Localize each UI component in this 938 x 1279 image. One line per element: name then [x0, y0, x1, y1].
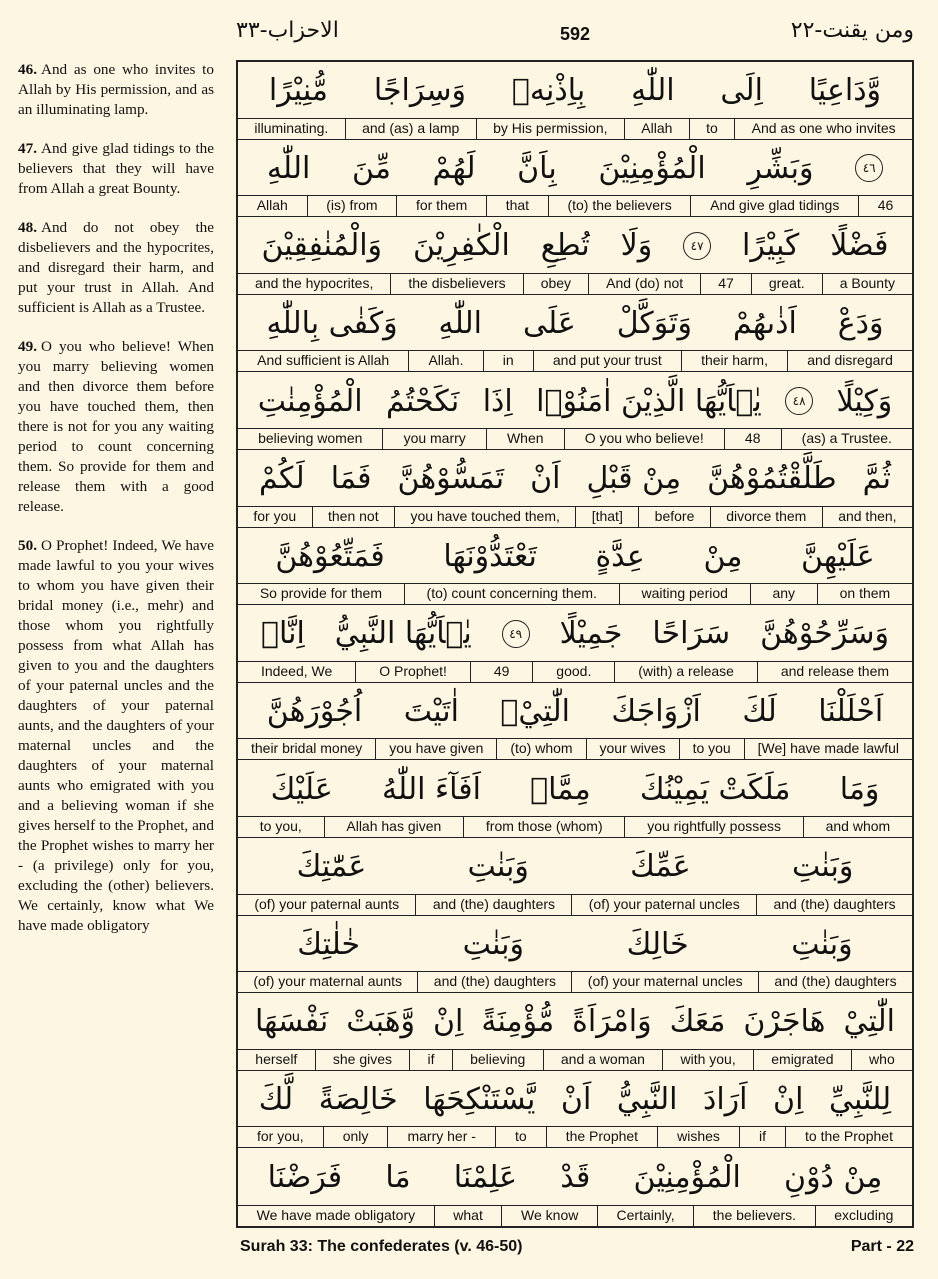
gloss-line — [238, 971, 912, 992]
gloss-cell: you marry — [382, 429, 485, 449]
grid-row — [238, 140, 912, 218]
arabic-word: لَهُمْ — [432, 150, 476, 186]
gloss-cell: [that] — [575, 507, 638, 527]
gloss-cell: Certainly, — [597, 1206, 693, 1226]
gloss-line — [238, 1049, 912, 1070]
gloss-cell: We know — [501, 1206, 597, 1226]
gloss-cell: and then, — [822, 507, 912, 527]
gloss-cell: any — [750, 584, 817, 604]
grid-row — [238, 528, 912, 606]
arabic-word: خَالِصَةً — [318, 1082, 398, 1118]
gloss-cell: O you who believe! — [564, 429, 724, 449]
gloss-cell: (of) your paternal aunts — [254, 895, 400, 912]
gloss-cell: [We] have made lawful — [744, 739, 912, 759]
gloss-line — [238, 1126, 912, 1147]
arabic-word: مَلَكَتْ يَمِيْنُكَ — [639, 771, 791, 807]
arabic-word: اِنْ — [433, 1004, 464, 1040]
gloss-cell: (with) a release — [614, 662, 757, 682]
gloss-cell: And (do) not — [588, 274, 700, 294]
grid-row — [238, 450, 912, 528]
arabic-word: الْمُؤْمِنٰتِ — [257, 383, 363, 419]
grid-row — [238, 683, 912, 761]
gloss-line — [238, 118, 912, 139]
gloss-cell: obey — [523, 274, 588, 294]
arabic-line — [238, 993, 912, 1051]
gloss-cell: on them — [817, 584, 912, 604]
gloss-line — [238, 1205, 912, 1226]
gloss-cell: the disbelievers — [390, 274, 522, 294]
gloss-cell: in — [483, 351, 533, 371]
gloss-cell: When — [486, 429, 564, 449]
gloss-cell: that — [486, 196, 548, 216]
arabic-word: النَّبِيُّ — [616, 1082, 678, 1118]
arabic-word: جَمِيْلًا — [559, 616, 623, 652]
arabic-word: وَكَفٰى بِاللّٰهِ — [266, 306, 398, 342]
arabic-word: تُطِعِ — [540, 228, 590, 264]
arabic-word: اِنْ — [773, 1082, 804, 1118]
gloss-cell: and release them — [757, 662, 912, 682]
arabic-word: كَبِيْرًا — [742, 228, 800, 264]
arabic-word: اَنْ — [530, 461, 561, 497]
arabic-word: مِّنَ — [351, 150, 391, 186]
verse-end-marker: ٤٩ — [502, 620, 530, 648]
gloss-cell: 49 — [470, 662, 532, 682]
gloss-cell: And give glad tidings — [690, 196, 858, 216]
verse-text: And give glad tidings to the believers that they will have from Allah a great Bounty. — [18, 140, 214, 197]
arabic-word: الْمُؤْمِنِيْنَ — [633, 1159, 741, 1195]
gloss-cell: and (as) a lamp — [345, 119, 476, 139]
arabic-word: خَالِكَ — [626, 926, 689, 962]
gloss-cell: to you — [679, 739, 744, 759]
grid-row — [238, 916, 912, 994]
gloss-cell: their harm, — [681, 351, 787, 371]
arabic-line — [238, 605, 912, 663]
verse-number: 48. — [18, 219, 37, 236]
gloss-line — [238, 350, 912, 371]
gloss-cell: from those (whom) — [463, 817, 624, 837]
gloss-cell: O Prophet! — [355, 662, 470, 682]
gloss-cell: before — [638, 507, 710, 527]
arabic-word: عَلَى — [522, 306, 576, 342]
arabic-word: اللّٰهِ — [631, 73, 675, 109]
gloss-cell: Allah — [256, 197, 288, 214]
arabic-word: عِدَّةٍ — [595, 538, 645, 574]
verse-text: And as one who invites to Allah by His permission, and as an illuminating lamp. — [18, 61, 214, 118]
grid-row — [238, 1148, 912, 1226]
gloss-line — [238, 195, 912, 216]
page-number: 592 — [559, 24, 591, 44]
gloss-cell: what — [434, 1206, 502, 1226]
arabic-line — [238, 916, 912, 974]
arabic-word: وَبَنٰتِ — [791, 849, 854, 885]
gloss-cell: then not — [312, 507, 394, 527]
gloss-cell: the Prophet — [546, 1127, 657, 1147]
arabic-word: وَامْرَاَةً — [572, 1004, 652, 1040]
gloss-cell: believing — [452, 1050, 543, 1070]
gloss-cell: marry her - — [387, 1127, 495, 1147]
gloss-cell: emigrated — [753, 1050, 851, 1070]
grid-row — [238, 760, 912, 838]
verse-number: 46. — [18, 61, 37, 78]
verse-number: 50. — [18, 537, 37, 554]
gloss-cell: (to) the believers — [548, 196, 691, 216]
gloss-cell: to — [689, 119, 734, 139]
juz-name: ومن يقنت-٢٢ — [790, 18, 914, 43]
gloss-cell: if — [409, 1050, 452, 1070]
gloss-cell: your wives — [586, 739, 679, 759]
arabic-line — [238, 217, 912, 275]
arabic-word: اَحْلَلْنَا — [818, 694, 884, 730]
arabic-word: الّٰتِيْۤ — [500, 694, 570, 730]
gloss-cell: And sufficient is Allah — [257, 352, 390, 369]
arabic-word: لَكَ — [742, 694, 777, 730]
gloss-cell: and (the) daughters — [415, 895, 571, 915]
arabic-line — [238, 1071, 912, 1129]
arabic-word: عَمِّكَ — [630, 849, 691, 885]
arabic-word: اَزْوَاجَكَ — [611, 694, 701, 730]
gloss-cell: illuminating. — [254, 119, 329, 136]
arabic-word: وَكِيْلًا — [836, 383, 893, 419]
grid-row — [238, 993, 912, 1071]
gloss-cell: and put your trust — [533, 351, 681, 371]
grid-row — [238, 838, 912, 916]
arabic-word: اَنْ — [560, 1082, 592, 1118]
translation-verse — [18, 139, 214, 199]
gloss-cell: for you, — [256, 1128, 304, 1145]
arabic-word: هَاجَرْنَ — [743, 1004, 826, 1040]
gloss-cell: for them — [396, 196, 486, 216]
verse-end-marker: ٤٧ — [683, 232, 711, 260]
gloss-cell: the believers. — [693, 1206, 814, 1226]
arabic-word: فَمَتِّعُوْهُنَّ — [275, 538, 385, 574]
grid-row — [238, 62, 912, 140]
gloss-cell: and the hypocrites, — [255, 274, 374, 291]
arabic-word: اَفَآءَ اللّٰهُ — [381, 771, 481, 807]
verse-text: And do not obey the disbelievers and the hypocrites, and disregard their harm, and put your trust in Allah. And sufficient is Allah as a Trustee. — [18, 219, 214, 316]
arabic-word: ثُمَّ — [862, 461, 891, 497]
gloss-cell: and whom — [803, 817, 912, 837]
arabic-word: الْكٰفِرِيْنَ — [412, 228, 510, 264]
gloss-cell: she gives — [315, 1050, 410, 1070]
gloss-cell: only — [323, 1127, 388, 1147]
arabic-word: اُجُوْرَهُنَّ — [266, 694, 363, 730]
arabic-word: وَمَا — [839, 771, 880, 807]
arabic-word: وَبَنٰتِ — [467, 849, 529, 885]
arabic-word: بِاِذْنِهٖ — [511, 73, 586, 109]
verse-number: 49. — [18, 338, 37, 355]
arabic-word: يٰۤاَيُّهَا الَّذِيْنَ اٰمَنُوْۤا — [536, 383, 762, 419]
surah-title: Surah 33: The confederates (v. 46-50) — [240, 1238, 523, 1255]
translation-verse — [18, 218, 214, 318]
gloss-cell: believing women — [258, 429, 363, 446]
arabic-word: وَبَنٰتِ — [462, 926, 525, 962]
arabic-word: مَا — [385, 1159, 411, 1195]
gloss-cell: great. — [751, 274, 822, 294]
gloss-cell: who — [851, 1050, 912, 1070]
gloss-cell: (to) count concerning them. — [404, 584, 619, 604]
arabic-word: قَدْ — [560, 1159, 591, 1195]
arabic-word: مِنْ قَبْلِ — [586, 461, 682, 497]
arabic-word: تَعْتَدُّوْنَهَا — [443, 538, 537, 574]
grid-row — [238, 372, 912, 450]
gloss-cell: you rightfully possess — [624, 817, 802, 837]
arabic-word: وَالْمُنٰفِقِيْنَ — [261, 228, 383, 264]
arabic-word: مِنْ دُوْنِ — [784, 1159, 883, 1195]
arabic-word: مِنْ — [703, 538, 743, 574]
gloss-cell: good. — [532, 662, 614, 682]
gloss-cell: with you, — [662, 1050, 753, 1070]
arabic-word: لِلنَّبِيِّ — [828, 1082, 892, 1118]
arabic-word: نَكَحْتُمُ — [385, 383, 460, 419]
arabic-line — [238, 683, 912, 741]
gloss-cell: (to) whom — [496, 739, 585, 759]
gloss-line — [238, 506, 912, 527]
gloss-cell: and a woman — [543, 1050, 663, 1070]
gloss-cell: to the Prophet — [785, 1127, 912, 1147]
arabic-line — [238, 450, 912, 508]
gloss-cell: herself — [255, 1050, 298, 1067]
arabic-line — [238, 528, 912, 586]
arabic-word: عَلَيْهِنَّ — [801, 538, 875, 574]
arabic-word: عَلَيْكَ — [270, 771, 333, 807]
gloss-cell: if — [739, 1127, 785, 1147]
gloss-cell: Allah. — [408, 351, 482, 371]
arabic-word: وَتَوَكَّلْ — [616, 306, 693, 342]
arabic-word: لَّكَ — [258, 1082, 294, 1118]
gloss-cell: their bridal money — [250, 740, 363, 757]
arabic-line — [238, 760, 912, 818]
arabic-word: اَذٰىهُمْ — [732, 306, 797, 342]
arabic-word: فَضْلًا — [830, 228, 889, 264]
gloss-cell: 47 — [700, 274, 751, 294]
arabic-word: وَّدَاعِيًا — [808, 73, 882, 109]
arabic-line — [238, 62, 912, 120]
arabic-word: وَّهَبَتْ — [346, 1004, 416, 1040]
arabic-word: مِمَّاۤ — [530, 771, 591, 807]
gloss-line — [238, 428, 912, 449]
arabic-word: عَمّٰتِكَ — [296, 849, 367, 885]
arabic-word: سَرَاحًا — [652, 616, 731, 652]
gloss-line — [238, 583, 912, 604]
gloss-cell: (of) your maternal uncles — [571, 972, 758, 992]
gloss-cell: for you — [253, 507, 297, 524]
arabic-word: الْمُؤْمِنِيْنَ — [598, 150, 706, 186]
arabic-word: بِاَنَّ — [517, 150, 557, 186]
arabic-word: وَدَعْ — [837, 306, 884, 342]
arabic-word: طَلَّقْتُمُوْهُنَّ — [707, 461, 837, 497]
gloss-cell: Allah has given — [324, 817, 464, 837]
arabic-word: يَّسْتَنْكِحَهَا — [423, 1082, 536, 1118]
gloss-line — [238, 816, 912, 837]
arabic-line — [238, 295, 912, 353]
gloss-cell: (of) your paternal uncles — [571, 895, 756, 915]
translation-verse — [18, 60, 214, 120]
grid-row — [238, 295, 912, 373]
part-label: Part - 22 — [850, 1238, 914, 1255]
gloss-cell: to — [495, 1127, 546, 1147]
arabic-word: وَبَشِّرِ — [747, 150, 814, 186]
gloss-line — [238, 273, 912, 294]
verse-end-marker: ٤٨ — [785, 387, 813, 415]
arabic-line — [238, 1148, 912, 1206]
arabic-word: اِلَى — [720, 73, 763, 109]
arabic-word: اللّٰهِ — [266, 150, 311, 186]
arabic-word: اِنَّاۤ — [260, 616, 305, 652]
arabic-line — [238, 140, 912, 198]
verse-end-marker: ٤٦ — [855, 154, 883, 182]
arabic-word: نَفْسَهَا — [254, 1004, 329, 1040]
arabic-word: تَمَسُّوْهُنَّ — [397, 461, 505, 497]
arabic-word: مَعَكَ — [669, 1004, 726, 1040]
gloss-cell: a Bounty — [822, 274, 912, 294]
gloss-cell: by His permission, — [476, 119, 624, 139]
arabic-word: فَمَا — [330, 461, 372, 497]
gloss-cell: to you, — [259, 817, 302, 834]
grid-row — [238, 605, 912, 683]
arabic-word: وَبَنٰتِ — [791, 926, 853, 962]
verse-text: O you who believe! When you marry believing women and then divorce them before you have touched them, then there is not for you any waiting period to count concerning them. So provide for them and release them with a good release. — [18, 338, 214, 515]
gloss-line — [238, 661, 912, 682]
verse-text: O Prophet! Indeed, We have made lawful to you your wives to whom you have given their bridal money (i.e., mehr) and those whom you rightfully possess from what Allah has given to you and the daughters of your paternal uncles and the daughters of your paternal aunts, and the daughters of your maternal uncles and the daughters of your maternal aunts who emigrated with you and a believing woman if she gives herself to the Prophet, and the Prophet wishes to marry her - (a privilege) only for you, excluding the (other) believers. We certainly, know what We have made obligatory — [18, 537, 214, 934]
gloss-cell: So provide for them — [259, 585, 382, 602]
gloss-cell: and (the) daughters — [417, 972, 571, 992]
arabic-word: فَرَضْنَا — [267, 1159, 343, 1195]
gloss-cell: and (the) daughters — [758, 972, 912, 992]
arabic-line — [238, 372, 912, 430]
translation-verse — [18, 536, 214, 936]
gloss-cell: (as) a Trustee. — [781, 429, 912, 449]
grid-row — [238, 217, 912, 295]
gloss-cell: 46 — [858, 196, 912, 216]
arabic-word: وَسِرَاجًا — [373, 73, 467, 109]
arabic-word: يٰۤاَيُّهَا النَّبِيُّ — [334, 616, 472, 652]
gloss-cell: Indeed, We — [260, 662, 333, 679]
verse-number: 47. — [18, 140, 37, 157]
gloss-cell: divorce them — [710, 507, 822, 527]
arabic-word: عَلِمْنَا — [453, 1159, 518, 1195]
gloss-cell: (is) from — [307, 196, 397, 216]
gloss-cell: you have given — [375, 739, 496, 759]
gloss-line — [238, 738, 912, 759]
gloss-cell: We have made obligatory — [256, 1206, 416, 1223]
gloss-cell: wishes — [657, 1127, 739, 1147]
gloss-cell: (of) your maternal aunts — [253, 973, 403, 990]
arabic-word: اللّٰهِ — [438, 306, 483, 342]
word-by-word-grid — [236, 60, 914, 1228]
arabic-word: خٰلٰتِكَ — [297, 926, 361, 962]
arabic-word: مُّنِيْرًا — [268, 73, 328, 109]
arabic-word: وَلَا — [620, 228, 653, 264]
arabic-line — [238, 838, 912, 896]
gloss-cell: you have touched them, — [394, 507, 575, 527]
gloss-cell: 48 — [724, 429, 781, 449]
translation-verse — [18, 337, 214, 517]
arabic-word: اٰتَيْتَ — [403, 694, 459, 730]
grid-row — [238, 1071, 912, 1149]
arabic-word: اِذَا — [482, 383, 513, 419]
gloss-cell: and disregard — [787, 351, 912, 371]
gloss-line — [238, 894, 912, 915]
arabic-word: اَرَادَ — [702, 1082, 748, 1118]
gloss-cell: And as one who invites — [734, 119, 912, 139]
translation-column — [18, 60, 214, 955]
arabic-word: الّٰتِيْ — [843, 1004, 895, 1040]
gloss-cell: waiting period — [619, 584, 750, 604]
gloss-cell: excluding — [815, 1206, 912, 1226]
arabic-word: مُّؤْمِنَةً — [481, 1004, 555, 1040]
arabic-word: لَكُمْ — [259, 461, 305, 497]
page-header — [236, 18, 914, 52]
gloss-cell: and (the) daughters — [756, 895, 912, 915]
gloss-cell: Allah — [624, 119, 689, 139]
surah-name: الاحزاب-٣٣ — [236, 18, 339, 43]
arabic-word: وَسَرِّحُوْهُنَّ — [760, 616, 889, 652]
